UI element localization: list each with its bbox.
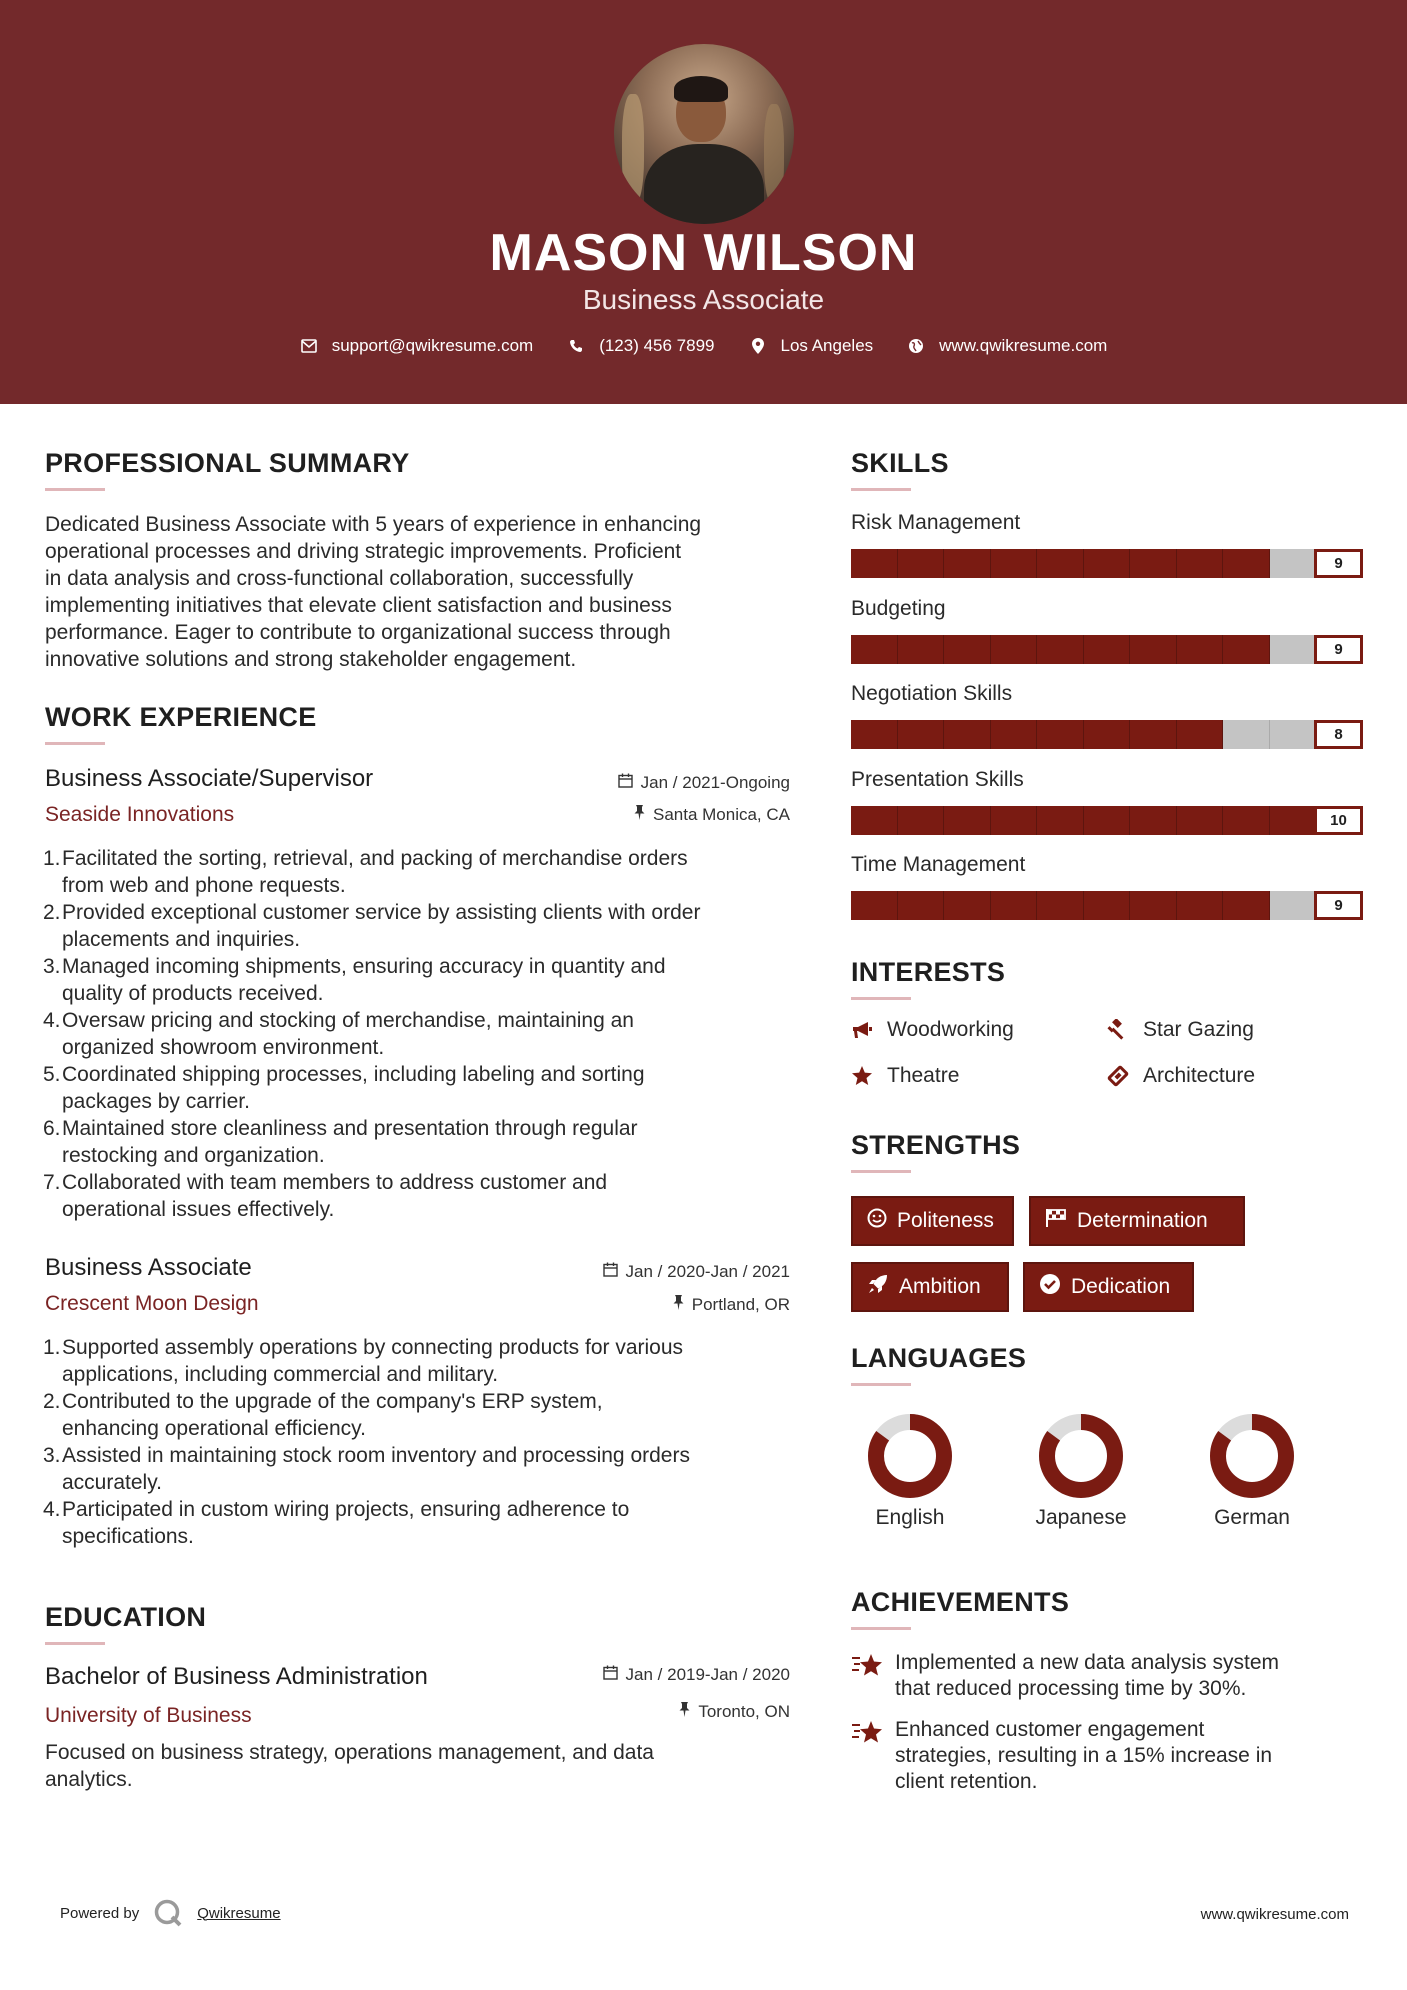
section-underline xyxy=(45,1642,105,1645)
contact-email[interactable] xyxy=(300,336,534,356)
star-icon xyxy=(851,1065,873,1087)
skill-segment xyxy=(898,635,945,664)
skill-segment xyxy=(1270,549,1317,578)
skill-segment xyxy=(991,806,1038,835)
contact-website[interactable] xyxy=(907,336,1107,356)
education-title: EDUCATION xyxy=(45,1602,207,1632)
envelope-icon xyxy=(300,337,318,355)
contact-location xyxy=(749,336,874,356)
skill-segment xyxy=(851,549,898,578)
check-circle-icon xyxy=(1039,1273,1061,1301)
summary-text: Dedicated Business Associate with 5 years of experience in enhancing operational processes and driving strategic improvements. Proficient in data analysis and cross-functional collaboration, successfully implementing initiatives that elevate client satisfaction and business performance. Eager to contribute to organizational success through innovative solutions and strong stakeholder engagement. xyxy=(45,513,702,671)
skill-segment xyxy=(1037,891,1084,920)
language-label: German xyxy=(1214,1506,1290,1529)
skill-segment xyxy=(1270,891,1317,920)
section-underline xyxy=(45,742,105,745)
skill-segment xyxy=(1084,549,1131,578)
email-text: support@qwikresume.com xyxy=(331,336,534,355)
gavel-icon xyxy=(1107,1019,1129,1041)
skill-segment xyxy=(1037,720,1084,749)
candidate-role: Business Associate xyxy=(582,284,825,315)
skill-segment xyxy=(991,891,1038,920)
skill-segment xyxy=(1223,720,1270,749)
skill-segment xyxy=(898,549,945,578)
company-name: Crescent Moon Design xyxy=(45,1292,259,1315)
skill-segment xyxy=(1084,635,1131,664)
website-text: www.qwikresume.com xyxy=(939,336,1108,355)
skill-name: Negotiation Skills xyxy=(851,682,1013,705)
qwikresume-logo-icon xyxy=(153,1898,183,1928)
skill-segment xyxy=(1130,635,1177,664)
job-location: Santa Monica, CA xyxy=(634,805,790,825)
skill-segment xyxy=(991,720,1038,749)
section-underline xyxy=(45,488,105,491)
flag-icon xyxy=(1045,1208,1067,1234)
skill-level-bar xyxy=(851,720,1363,749)
skill-segment xyxy=(991,549,1038,578)
phone-text: (123) 456 7899 xyxy=(599,336,715,355)
pin-icon xyxy=(634,805,645,825)
list-item: 7. Collaborated with team members to address customer and operational issues effectively. xyxy=(43,1171,608,1221)
skill-segment xyxy=(851,806,898,835)
strength-badge: Ambition xyxy=(851,1262,1009,1312)
interest-item: Theatre xyxy=(851,1064,959,1088)
strength-badge: Dedication xyxy=(1023,1262,1194,1312)
skill-segment xyxy=(944,635,991,664)
skill-segment xyxy=(1130,549,1177,578)
skill-level-bar xyxy=(851,806,1363,835)
skill-value: 9 xyxy=(1314,549,1363,578)
candidate-name: MASON WILSON xyxy=(489,224,918,282)
list-item: 6. Maintained store cleanliness and presentation through regular restocking and organization. xyxy=(43,1117,638,1167)
skill-segment xyxy=(898,891,945,920)
skill-segment xyxy=(944,806,991,835)
skill-segment xyxy=(1084,720,1131,749)
section-underline xyxy=(851,1170,911,1173)
contact-bar xyxy=(0,336,1407,356)
globe-icon xyxy=(907,337,925,355)
job-location: Portland, OR xyxy=(673,1295,790,1315)
trophy-star-icon xyxy=(851,1717,885,1795)
skill-segment xyxy=(1177,549,1224,578)
skill-segment xyxy=(944,720,991,749)
section-underline xyxy=(851,488,911,491)
skill-segment xyxy=(1130,806,1177,835)
list-item: 4. Participated in custom wiring projects, ensuring adherence to specifications. xyxy=(43,1498,630,1548)
skill-segment xyxy=(1084,891,1131,920)
map-pin-icon xyxy=(749,337,767,355)
language-level-donut xyxy=(1031,1406,1131,1506)
powered-by-label: Powered by xyxy=(60,1904,140,1922)
language-level-donut xyxy=(860,1406,960,1506)
interest-item: Star Gazing xyxy=(1107,1018,1254,1042)
skill-segment xyxy=(1037,806,1084,835)
strength-badge: Politeness xyxy=(851,1196,1014,1246)
skill-segment xyxy=(1223,549,1270,578)
interest-item: Architecture xyxy=(1107,1064,1255,1088)
ticket-icon xyxy=(1107,1065,1129,1087)
job-dates: Jan / 2020-Jan / 2021 xyxy=(603,1262,790,1282)
education-location: Toronto, ON xyxy=(679,1702,790,1722)
school-name: University of Business xyxy=(45,1704,252,1727)
skill-segment xyxy=(1084,806,1131,835)
skills-title: SKILLS xyxy=(851,448,949,478)
list-item: 2. Provided exceptional customer service by assisting clients with order placements and inquiries. xyxy=(43,901,701,951)
skill-name: Presentation Skills xyxy=(851,767,1024,791)
company-name: Seaside Innovations xyxy=(45,803,235,826)
skill-segment xyxy=(898,806,945,835)
skill-value: 8 xyxy=(1314,720,1363,749)
job-title: Business Associate xyxy=(45,1254,252,1281)
skill-segment xyxy=(944,549,991,578)
language-label: English xyxy=(875,1506,945,1529)
job-duties-list xyxy=(43,1334,803,1550)
achievement-item: Enhanced customer engagement strategies, resulting in a 15% increase in client retention. xyxy=(851,1717,1351,1795)
calendar-icon xyxy=(603,1262,618,1282)
skill-segment xyxy=(1223,806,1270,835)
list-item: 4. Oversaw pricing and stocking of merchandise, maintaining an organized showroom environment. xyxy=(43,1009,634,1059)
skill-segment xyxy=(944,891,991,920)
calendar-icon xyxy=(618,773,633,793)
location-text: Los Angeles xyxy=(780,336,874,355)
list-item: 2. Contributed to the upgrade of the company's ERP system, enhancing operational efficiency. xyxy=(43,1390,603,1440)
skill-segment xyxy=(1177,720,1224,749)
section-underline xyxy=(851,1383,911,1386)
job-dates: Jan / 2021-Ongoing xyxy=(618,773,790,793)
powered-by xyxy=(60,1898,281,1928)
smile-icon xyxy=(867,1208,887,1234)
degree-title: Bachelor of Business Administration xyxy=(45,1663,428,1690)
resume-header xyxy=(0,0,1407,404)
phone-icon xyxy=(567,337,585,355)
skill-level-bar xyxy=(851,891,1363,920)
qwikresume-link[interactable]: Qwikresume xyxy=(197,1904,281,1922)
skill-segment xyxy=(851,891,898,920)
skill-level-bar xyxy=(851,635,1363,664)
list-item: 3. Managed incoming shipments, ensuring accuracy in quantity and quality of products received. xyxy=(43,955,666,1005)
footer-website[interactable]: www.qwikresume.com xyxy=(1200,1906,1349,1923)
pin-icon xyxy=(679,1702,690,1722)
skill-segment xyxy=(1037,635,1084,664)
skill-segment xyxy=(851,635,898,664)
section-underline xyxy=(851,997,911,1000)
contact-phone[interactable] xyxy=(567,336,714,356)
skill-segment xyxy=(991,635,1038,664)
bullhorn-icon xyxy=(851,1019,873,1041)
calendar-icon xyxy=(603,1665,618,1685)
section-underline xyxy=(851,1627,911,1630)
skill-segment xyxy=(851,720,898,749)
skill-segment xyxy=(1130,720,1177,749)
skill-name: Risk Management xyxy=(851,511,1021,534)
skill-segment xyxy=(1270,720,1317,749)
job-title: Business Associate/Supervisor xyxy=(45,765,374,792)
strength-badge: Determination xyxy=(1029,1196,1245,1246)
list-item: 3. Assisted in maintaining stock room inventory and processing orders accurately. xyxy=(43,1444,690,1494)
skill-segment xyxy=(1177,635,1224,664)
skill-value: 9 xyxy=(1314,635,1363,664)
skill-level-bar xyxy=(851,549,1363,578)
trophy-star-icon xyxy=(851,1650,885,1702)
skill-value: 10 xyxy=(1314,806,1363,835)
skill-segment xyxy=(1037,549,1084,578)
list-item: 5. Coordinated shipping processes, including labeling and sorting packages by carrier. xyxy=(43,1063,645,1113)
skill-segment xyxy=(1270,635,1317,664)
skill-name: Budgeting xyxy=(851,596,946,620)
achievements-title: ACHIEVEMENTS xyxy=(851,1587,1070,1617)
skill-segment xyxy=(898,720,945,749)
skill-value: 9 xyxy=(1314,891,1363,920)
skill-segment xyxy=(1130,891,1177,920)
profile-photo xyxy=(614,44,794,224)
pin-icon xyxy=(673,1295,684,1315)
education-dates: Jan / 2019-Jan / 2020 xyxy=(603,1665,790,1685)
experience-title: WORK EXPERIENCE xyxy=(45,702,317,732)
skill-segment xyxy=(1177,806,1224,835)
skill-segment xyxy=(1270,806,1317,835)
rocket-icon xyxy=(867,1273,889,1301)
strengths-title: STRENGTHS xyxy=(851,1130,1021,1160)
achievement-item: Implemented a new data analysis system that reduced processing time by 30%. xyxy=(851,1650,1351,1702)
skill-segment xyxy=(1223,635,1270,664)
skill-name: Time Management xyxy=(851,853,1026,876)
skill-segment xyxy=(1223,891,1270,920)
list-item: 1. Supported assembly operations by connecting products for various applications, including commercial and military. xyxy=(43,1336,684,1386)
job-duties-list xyxy=(43,845,803,1223)
language-label: Japanese xyxy=(1035,1506,1127,1529)
education-description: Focused on business strategy, operations management, and data analytics. xyxy=(45,1741,654,1791)
interests-title: INTERESTS xyxy=(851,957,1006,987)
list-item: 1. Facilitated the sorting, retrieval, and packing of merchandise orders from web and phone requests. xyxy=(43,847,688,897)
interest-item: Woodworking xyxy=(851,1018,1014,1042)
language-level-donut xyxy=(1202,1406,1302,1506)
languages-title: LANGUAGES xyxy=(851,1343,1027,1373)
skill-segment xyxy=(1177,891,1224,920)
summary-title: PROFESSIONAL SUMMARY xyxy=(45,448,410,478)
